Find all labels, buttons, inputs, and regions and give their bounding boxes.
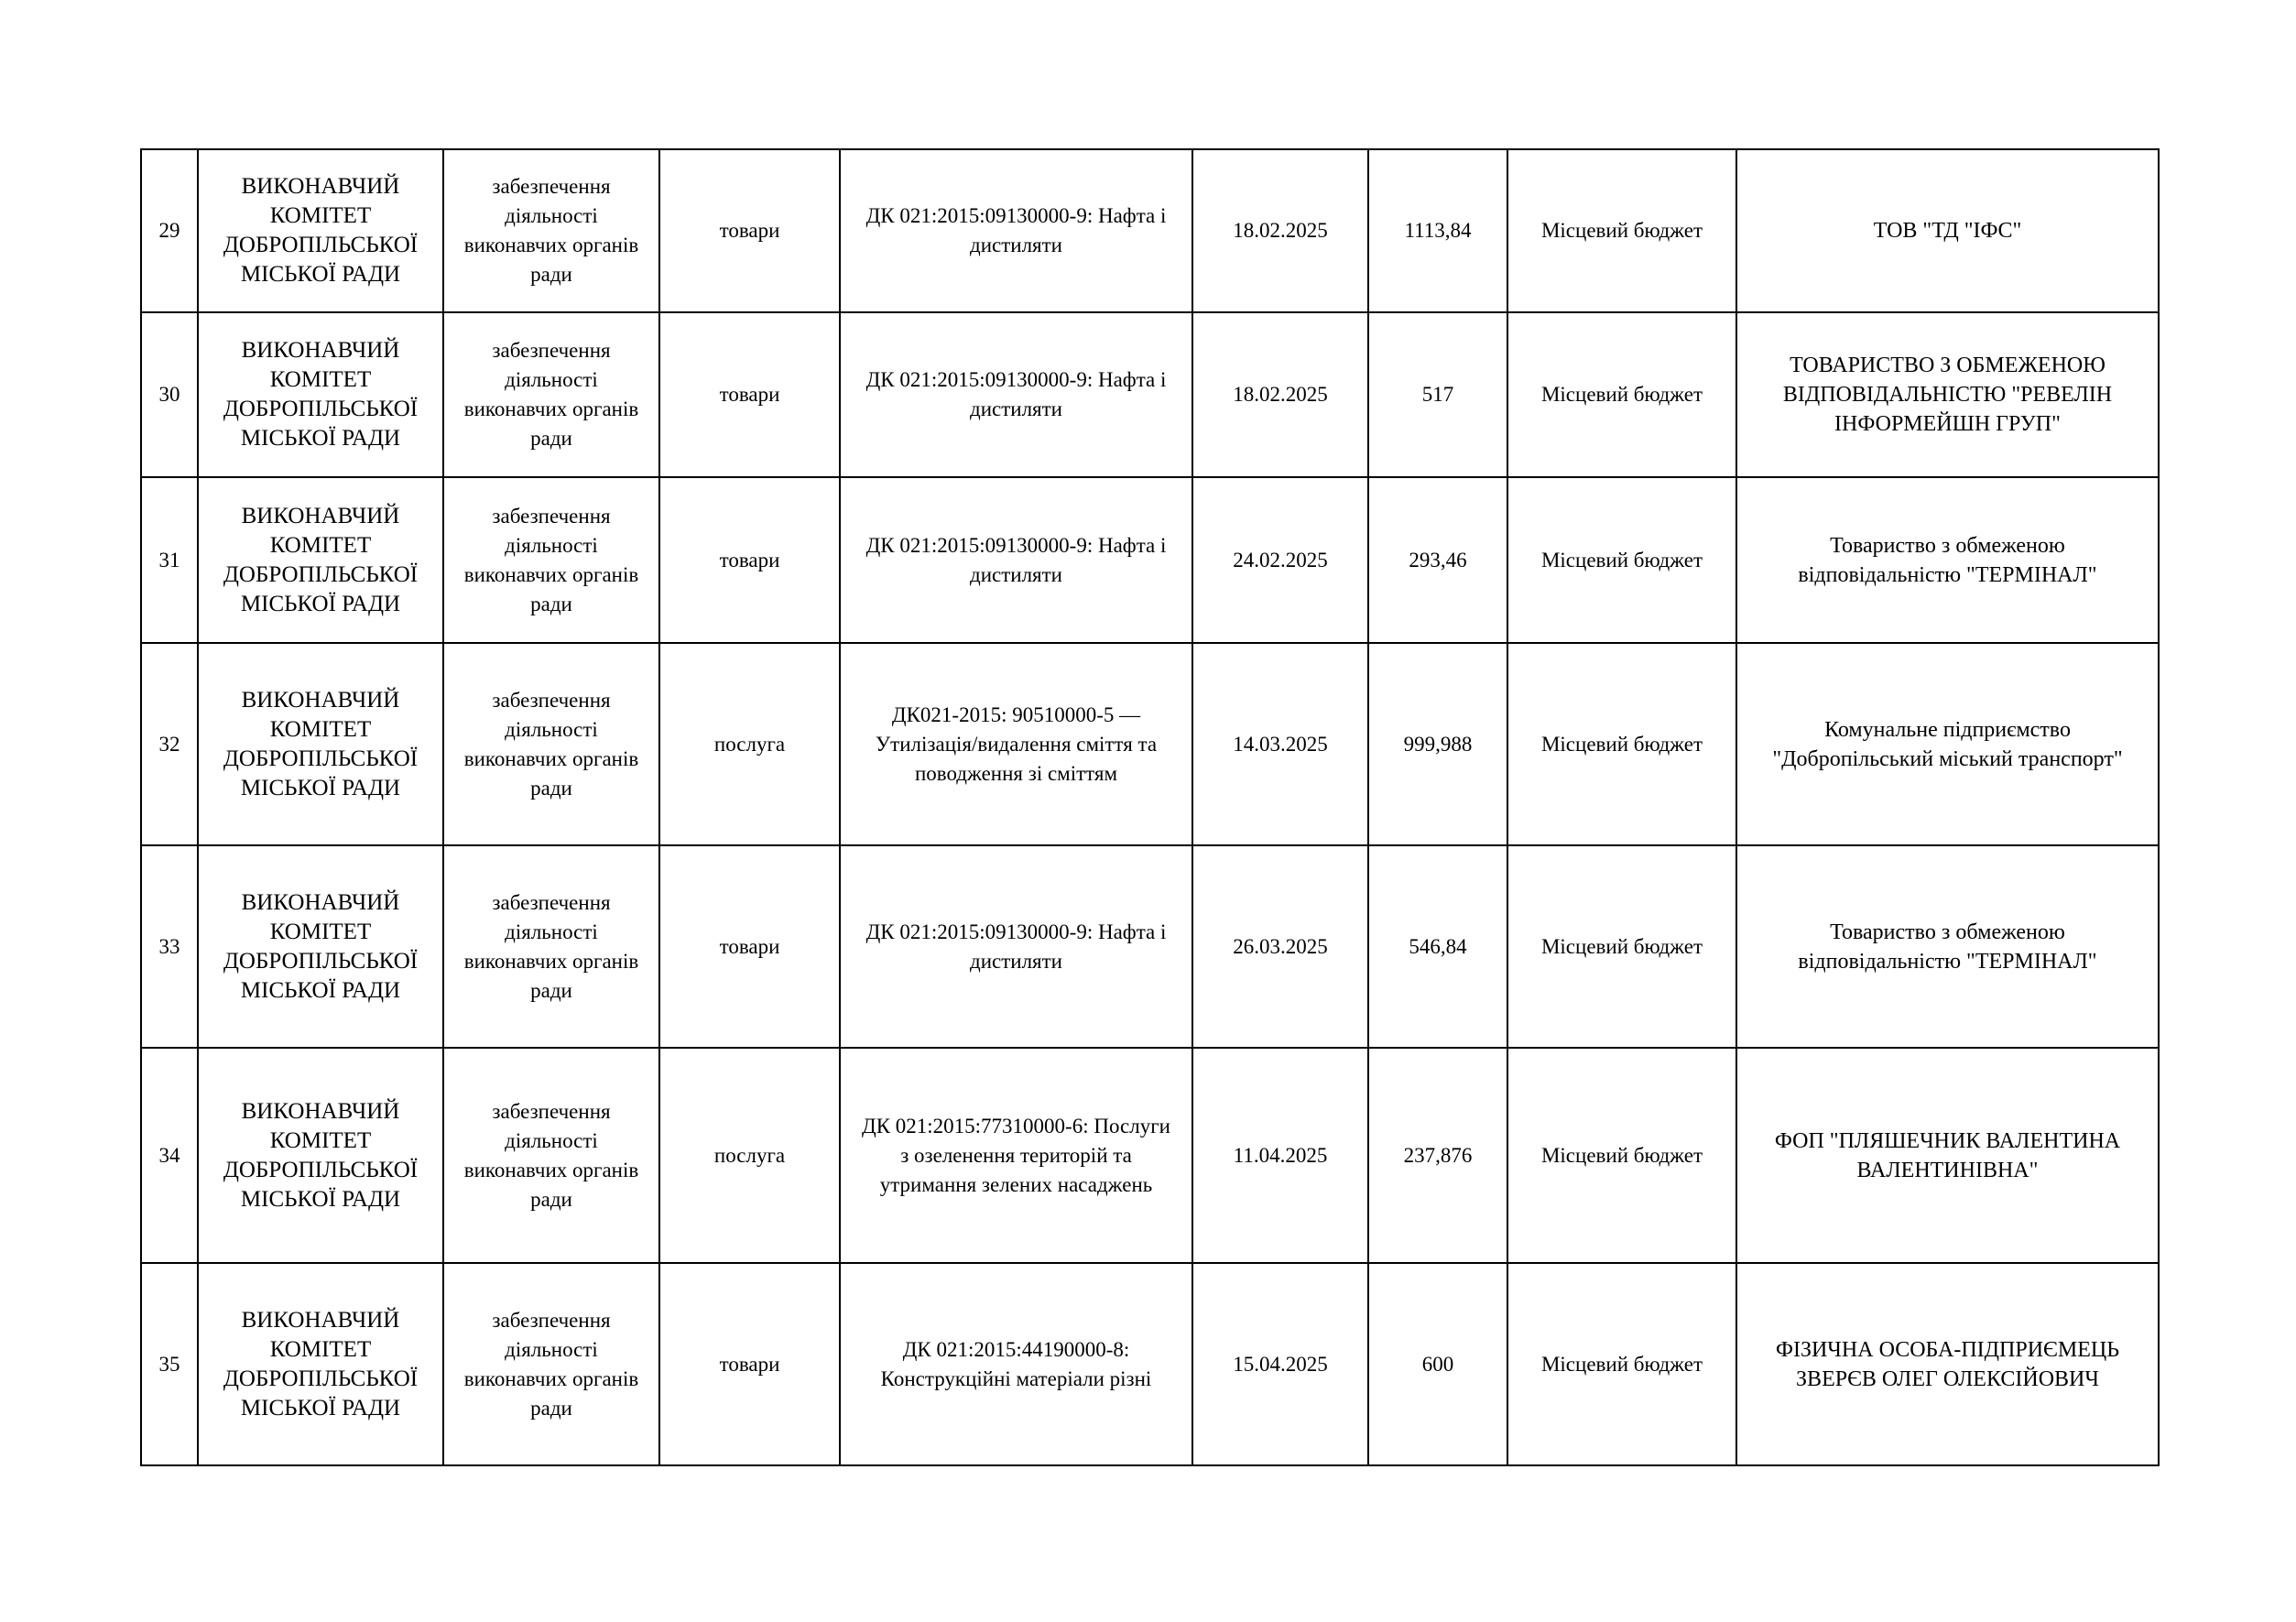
row-number: 33 [141, 845, 198, 1048]
contract-date: 14.03.2025 [1192, 643, 1368, 845]
funding-source: Місцевий бюджет [1507, 149, 1736, 312]
cpv-code: ДК 021:2015:77310000-6: Послуги з озеленення територій та утримання зелених насаджень [840, 1048, 1192, 1263]
supplier-name: ФІЗИЧНА ОСОБА-ПІДПРИЄМЕЦЬ ЗВЕРЄВ ОЛЕГ ОЛЕКСІЙОВИЧ [1736, 1263, 2159, 1465]
customer-name: ВИКОНАВЧИЙ КОМІТЕТ ДОБРОПІЛЬСЬКОЇ МІСЬКОЇ РАДИ [198, 477, 443, 643]
row-number: 30 [141, 312, 198, 477]
table-row [141, 312, 2159, 477]
contract-amount: 546,84 [1368, 845, 1507, 1048]
purchase-type: товари [659, 845, 840, 1048]
funding-source: Місцевий бюджет [1507, 477, 1736, 643]
row-number: 34 [141, 1048, 198, 1263]
table-row [141, 845, 2159, 1048]
purchase-type: товари [659, 312, 840, 477]
procurement-table [140, 148, 2160, 1466]
purchase-type: послуга [659, 1048, 840, 1263]
customer-name: ВИКОНАВЧИЙ КОМІТЕТ ДОБРОПІЛЬСЬКОЇ МІСЬКОЇ РАДИ [198, 845, 443, 1048]
purchase-purpose: забезпечення діяльності виконавчих органів ради [443, 477, 659, 643]
row-number: 29 [141, 149, 198, 312]
purchase-type: товари [659, 477, 840, 643]
contract-amount: 237,876 [1368, 1048, 1507, 1263]
cpv-code: ДК 021:2015:44190000-8: Конструкційні матеріали різні [840, 1263, 1192, 1465]
cpv-code: ДК 021:2015:09130000-9: Нафта і дистиляти [840, 477, 1192, 643]
purchase-purpose: забезпечення діяльності виконавчих органів ради [443, 149, 659, 312]
funding-source: Місцевий бюджет [1507, 643, 1736, 845]
contract-amount: 600 [1368, 1263, 1507, 1465]
table-row [141, 643, 2159, 845]
customer-name: ВИКОНАВЧИЙ КОМІТЕТ ДОБРОПІЛЬСЬКОЇ МІСЬКОЇ РАДИ [198, 1048, 443, 1263]
purchase-type: товари [659, 149, 840, 312]
purchase-purpose: забезпечення діяльності виконавчих органів ради [443, 312, 659, 477]
customer-name: ВИКОНАВЧИЙ КОМІТЕТ ДОБРОПІЛЬСЬКОЇ МІСЬКОЇ РАДИ [198, 312, 443, 477]
row-number: 31 [141, 477, 198, 643]
table-row [141, 477, 2159, 643]
purchase-type: послуга [659, 643, 840, 845]
contract-amount: 293,46 [1368, 477, 1507, 643]
row-number: 35 [141, 1263, 198, 1465]
purchase-purpose: забезпечення діяльності виконавчих органів ради [443, 643, 659, 845]
cpv-code: ДК 021:2015:09130000-9: Нафта і дистиляти [840, 845, 1192, 1048]
contract-amount: 999,988 [1368, 643, 1507, 845]
funding-source: Місцевий бюджет [1507, 1263, 1736, 1465]
purchase-purpose: забезпечення діяльності виконавчих органів ради [443, 1048, 659, 1263]
contract-date: 18.02.2025 [1192, 312, 1368, 477]
supplier-name: Товариство з обмеженою відповідальністю "ТЕРМІНАЛ" [1736, 477, 2159, 643]
table-row [141, 149, 2159, 312]
contract-amount: 517 [1368, 312, 1507, 477]
contract-date: 18.02.2025 [1192, 149, 1368, 312]
purchase-purpose: забезпечення діяльності виконавчих органів ради [443, 845, 659, 1048]
funding-source: Місцевий бюджет [1507, 1048, 1736, 1263]
contract-date: 15.04.2025 [1192, 1263, 1368, 1465]
cpv-code: ДК 021:2015:09130000-9: Нафта і дистиляти [840, 149, 1192, 312]
cpv-code: ДК 021:2015:09130000-9: Нафта і дистиляти [840, 312, 1192, 477]
contract-amount: 1113,84 [1368, 149, 1507, 312]
supplier-name: Товариство з обмеженою відповідальністю "ТЕРМІНАЛ" [1736, 845, 2159, 1048]
purchase-type: товари [659, 1263, 840, 1465]
contract-date: 24.02.2025 [1192, 477, 1368, 643]
contract-date: 26.03.2025 [1192, 845, 1368, 1048]
cpv-code: ДК021-2015: 90510000-5 — Утилізація/видалення сміття та поводження зі сміттям [840, 643, 1192, 845]
row-number: 32 [141, 643, 198, 845]
table-row [141, 1263, 2159, 1465]
contract-date: 11.04.2025 [1192, 1048, 1368, 1263]
supplier-name: ФОП "ПЛЯШЕЧНИК ВАЛЕНТИНА ВАЛЕНТИНІВНА" [1736, 1048, 2159, 1263]
customer-name: ВИКОНАВЧИЙ КОМІТЕТ ДОБРОПІЛЬСЬКОЇ МІСЬКОЇ РАДИ [198, 643, 443, 845]
supplier-name: ТОВАРИСТВО З ОБМЕЖЕНОЮ ВІДПОВІДАЛЬНІСТЮ "РЕВЕЛІН ІНФОРМЕЙШН ГРУП" [1736, 312, 2159, 477]
purchase-purpose: забезпечення діяльності виконавчих органів ради [443, 1263, 659, 1465]
customer-name: ВИКОНАВЧИЙ КОМІТЕТ ДОБРОПІЛЬСЬКОЇ МІСЬКОЇ РАДИ [198, 1263, 443, 1465]
customer-name: ВИКОНАВЧИЙ КОМІТЕТ ДОБРОПІЛЬСЬКОЇ МІСЬКОЇ РАДИ [198, 149, 443, 312]
funding-source: Місцевий бюджет [1507, 312, 1736, 477]
funding-source: Місцевий бюджет [1507, 845, 1736, 1048]
table-row [141, 1048, 2159, 1263]
supplier-name: Комунальне підприємство "Добропільський міський транспорт" [1736, 643, 2159, 845]
supplier-name: ТОВ "ТД "ІФС" [1736, 149, 2159, 312]
